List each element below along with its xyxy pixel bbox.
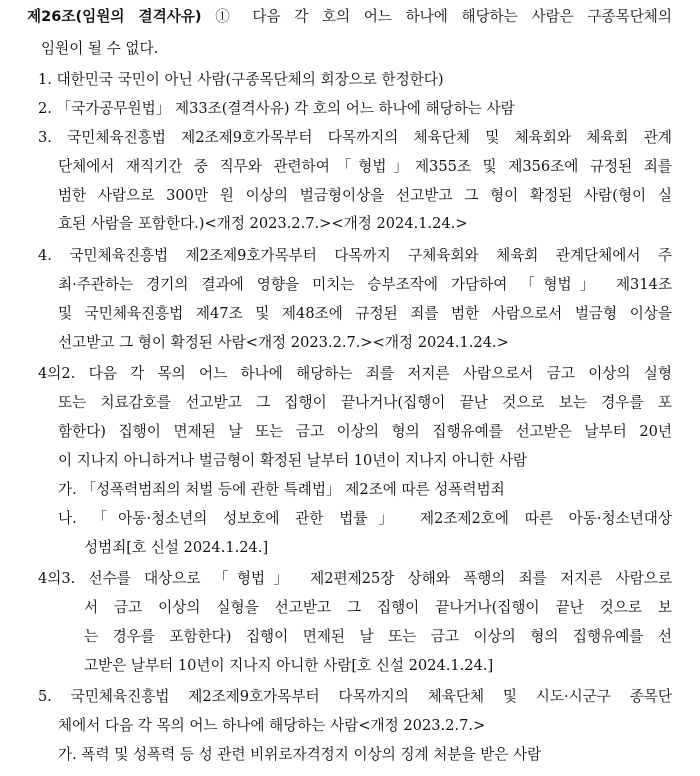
item-5-line-1: 5. 국민체육진흥법 제2조제9호가목부터 다목까지의 체육단체 및 시도·시군구 종목단 <box>38 688 672 705</box>
item-4-3-line-2: 서 금고 이상의 실형을 선고받고 그 집행이 끝나거나(집행이 끝난 것으로 보 <box>84 599 672 616</box>
item-4-3-line-1: 4의3. 선수를 대상으로 「형법」 제2편제25장 상해와 폭행의 죄를 저지른 사람으로 <box>38 570 672 587</box>
item-2: 2. 「국가공무원법」 제33조(결격사유) 각 호의 어느 하나에 해당하는 사람 <box>38 100 515 117</box>
item-5-line-2: 체에서 다음 각 목의 어느 하나에 해당하는 사람<개정 2023.2.7.> <box>58 717 486 734</box>
item-5-sub-ga: 가. 폭력 및 성폭력 등 성 관련 비위로자격정지 이상의 징계 처분을 받은 사람 <box>58 746 542 763</box>
item-4-line-4: 선고받고 그 형이 확정된 사람<개정 2023.2.7.><개정 2024.1.24.> <box>58 334 509 351</box>
item-4-3-line-3: 는 경우를 포함한다) 집행이 면제된 날 또는 금고 이상의 형의 집행유예를 선 <box>84 628 672 645</box>
intro-text-1: ① 다음 각 호의 어느 하나에 해당하는 사람은 구종목단체의 <box>201 8 672 25</box>
item-4-2-sub-na-line-2: 성범죄[호 신설 2024.1.24.] <box>84 539 269 556</box>
item-4-2-line-2: 또는 치료감호를 선고받고 그 집행이 끝나거나(집행이 끝난 것으로 보는 경우를 포 <box>58 394 672 411</box>
item-4-line-3: 및 국민체육진흥법 제47조 및 제48조에 규정된 죄를 범한 사람으로서 벌금형 이상을 <box>58 305 672 322</box>
item-4-3-line-4: 고받은 날부터 10년이 지나지 아니한 사람[호 신설 2024.1.24.] <box>84 657 494 674</box>
intro-line-1 <box>27 7 672 27</box>
item-3-line-1: 3. 국민체육진흥법 제2조제9호가목부터 다목까지의 체육단체 및 체육회와 체육회 관계 <box>38 129 672 146</box>
item-3-line-3: 범한 사람으로 300만 원 이상의 벌금형이상을 선고받고 그 형이 확정된 사람(형이 실 <box>58 187 672 204</box>
item-4-line-2: 최·주관하는 경기의 결과에 영향을 미치는 승부조작에 가담하여 「형법」 제314조 <box>58 276 672 293</box>
intro-line-2: 임원이 될 수 없다. <box>41 40 159 57</box>
item-3-line-4: 효된 사람을 포함한다.)<개정 2023.2.7.><개정 2024.1.24.> <box>58 215 468 232</box>
item-3-line-2: 단체에서 재직기간 중 직무와 관련하여「형법」제355조 및 제356조에 규정된 죄를 <box>58 158 672 175</box>
item-1: 1. 대한민국 국민이 아닌 사람(구종목단체의 회장으로 한정한다) <box>38 71 444 88</box>
article-heading: 제26조(임원의 결격사유) <box>27 8 202 25</box>
item-4-2-line-1: 4의2. 다음 각 목의 어느 하나에 해당하는 죄를 저지른 사람으로서 금고 이상의 실형 <box>38 365 672 382</box>
item-4-line-1: 4. 국민체육진흥법 제2조제9호가목부터 다목까지 구체육회와 체육회 관계단체에서 주 <box>38 247 672 264</box>
item-4-2-line-4: 이 지나지 아니하거나 벌금형이 확정된 날부터 10년이 지나지 아니한 사람 <box>58 452 528 469</box>
item-4-2-sub-ga: 가. 「성폭력범죄의 처벌 등에 관한 특례법」 제2조에 따른 성폭력범죄 <box>58 481 505 498</box>
item-4-2-sub-na-line-1: 나. 「아동·청소년의 성보호에 관한 법률」 제2조제2호에 따른 아동·청소년대상 <box>58 510 672 527</box>
item-4-2-line-3: 함한다) 집행이 면제된 날 또는 금고 이상의 형의 집행유예를 선고받은 날부터 20년 <box>58 423 672 440</box>
